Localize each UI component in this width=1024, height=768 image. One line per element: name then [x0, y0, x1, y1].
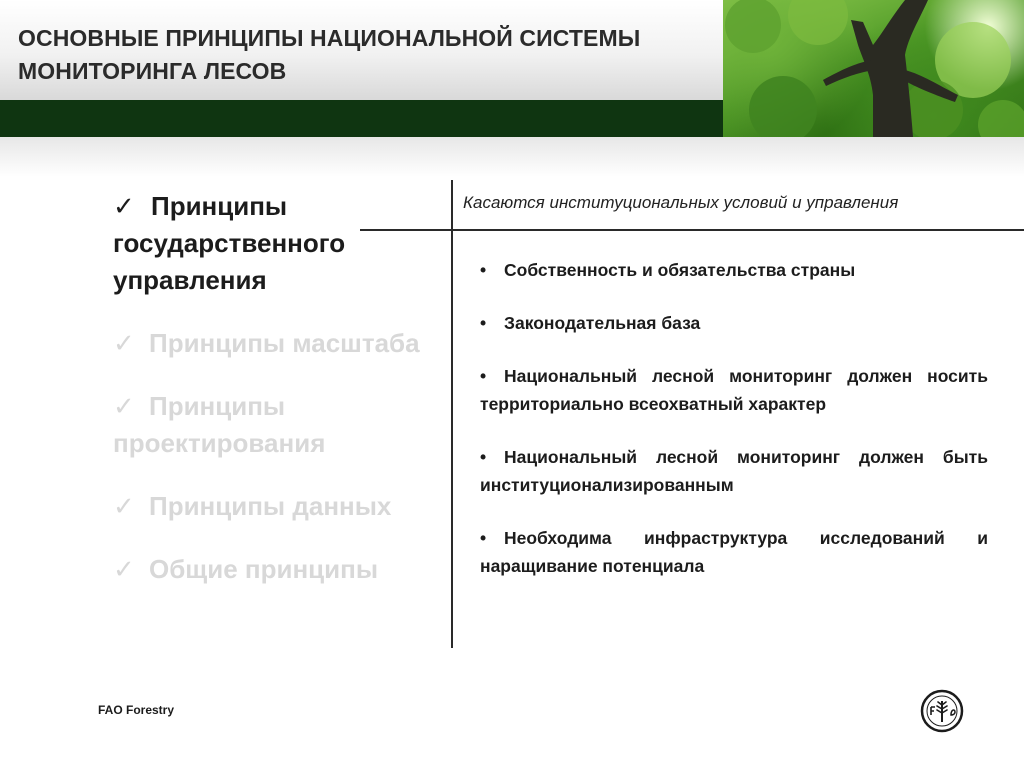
bullet-icon: • [480, 528, 487, 548]
forest-photo [723, 0, 1024, 137]
checkmark-icon: ✓ [113, 391, 135, 421]
tree-trunk-icon [723, 0, 1024, 137]
bullet-icon: • [480, 447, 487, 467]
principle-governance[interactable] [113, 188, 453, 299]
list-item-text: Национальный лесной мониторинг должен носить территориально всеохватный характер [480, 366, 988, 414]
requirements-list [480, 256, 988, 605]
list-item-text: Необходима инфраструктура исследований и наращивание потенциала [480, 528, 988, 576]
principle-label: Общие принципы [149, 554, 379, 584]
list-item [480, 256, 988, 284]
bullet-icon: • [480, 313, 487, 333]
principle-label: Принципы государственного управления [113, 191, 346, 295]
list-item [480, 309, 988, 337]
fao-logo-icon [920, 689, 964, 733]
list-item [480, 443, 988, 499]
principle-general[interactable] [113, 551, 453, 588]
bullet-icon: • [480, 366, 487, 386]
horizontal-divider [360, 229, 1024, 231]
list-item-text: Собственность и обязательства страны [504, 260, 856, 280]
principle-data[interactable] [113, 488, 453, 525]
checkmark-icon: ✓ [113, 328, 135, 358]
list-item-text: Национальный лесной мониторинг должен быть институционализированным [480, 447, 988, 495]
principle-design[interactable] [113, 388, 453, 462]
header-shadow [0, 137, 1024, 177]
principle-label: Принципы масштаба [149, 328, 420, 358]
footer-label: FAO Forestry [98, 703, 175, 717]
checkmark-icon: ✓ [113, 554, 135, 584]
principles-list [113, 188, 453, 614]
list-item [480, 362, 988, 418]
principle-label: Принципы проектирования [113, 391, 326, 458]
vertical-divider [451, 180, 453, 648]
list-item-text: Законодательная база [504, 313, 701, 333]
list-item [480, 524, 988, 580]
page-title: ОСНОВНЫЕ ПРИНЦИПЫ НАЦИОНАЛЬНОЙ СИСТЕМЫ МОНИТОРИНГА ЛЕСОВ [18, 25, 641, 84]
principle-scale[interactable] [113, 325, 453, 362]
principle-label: Принципы данных [149, 491, 392, 521]
checkmark-icon: ✓ [113, 491, 135, 521]
checkmark-icon: ✓ [113, 191, 135, 221]
bullet-icon: • [480, 260, 487, 280]
panel-subtitle: Касаются институциональных условий и управления [463, 193, 899, 212]
